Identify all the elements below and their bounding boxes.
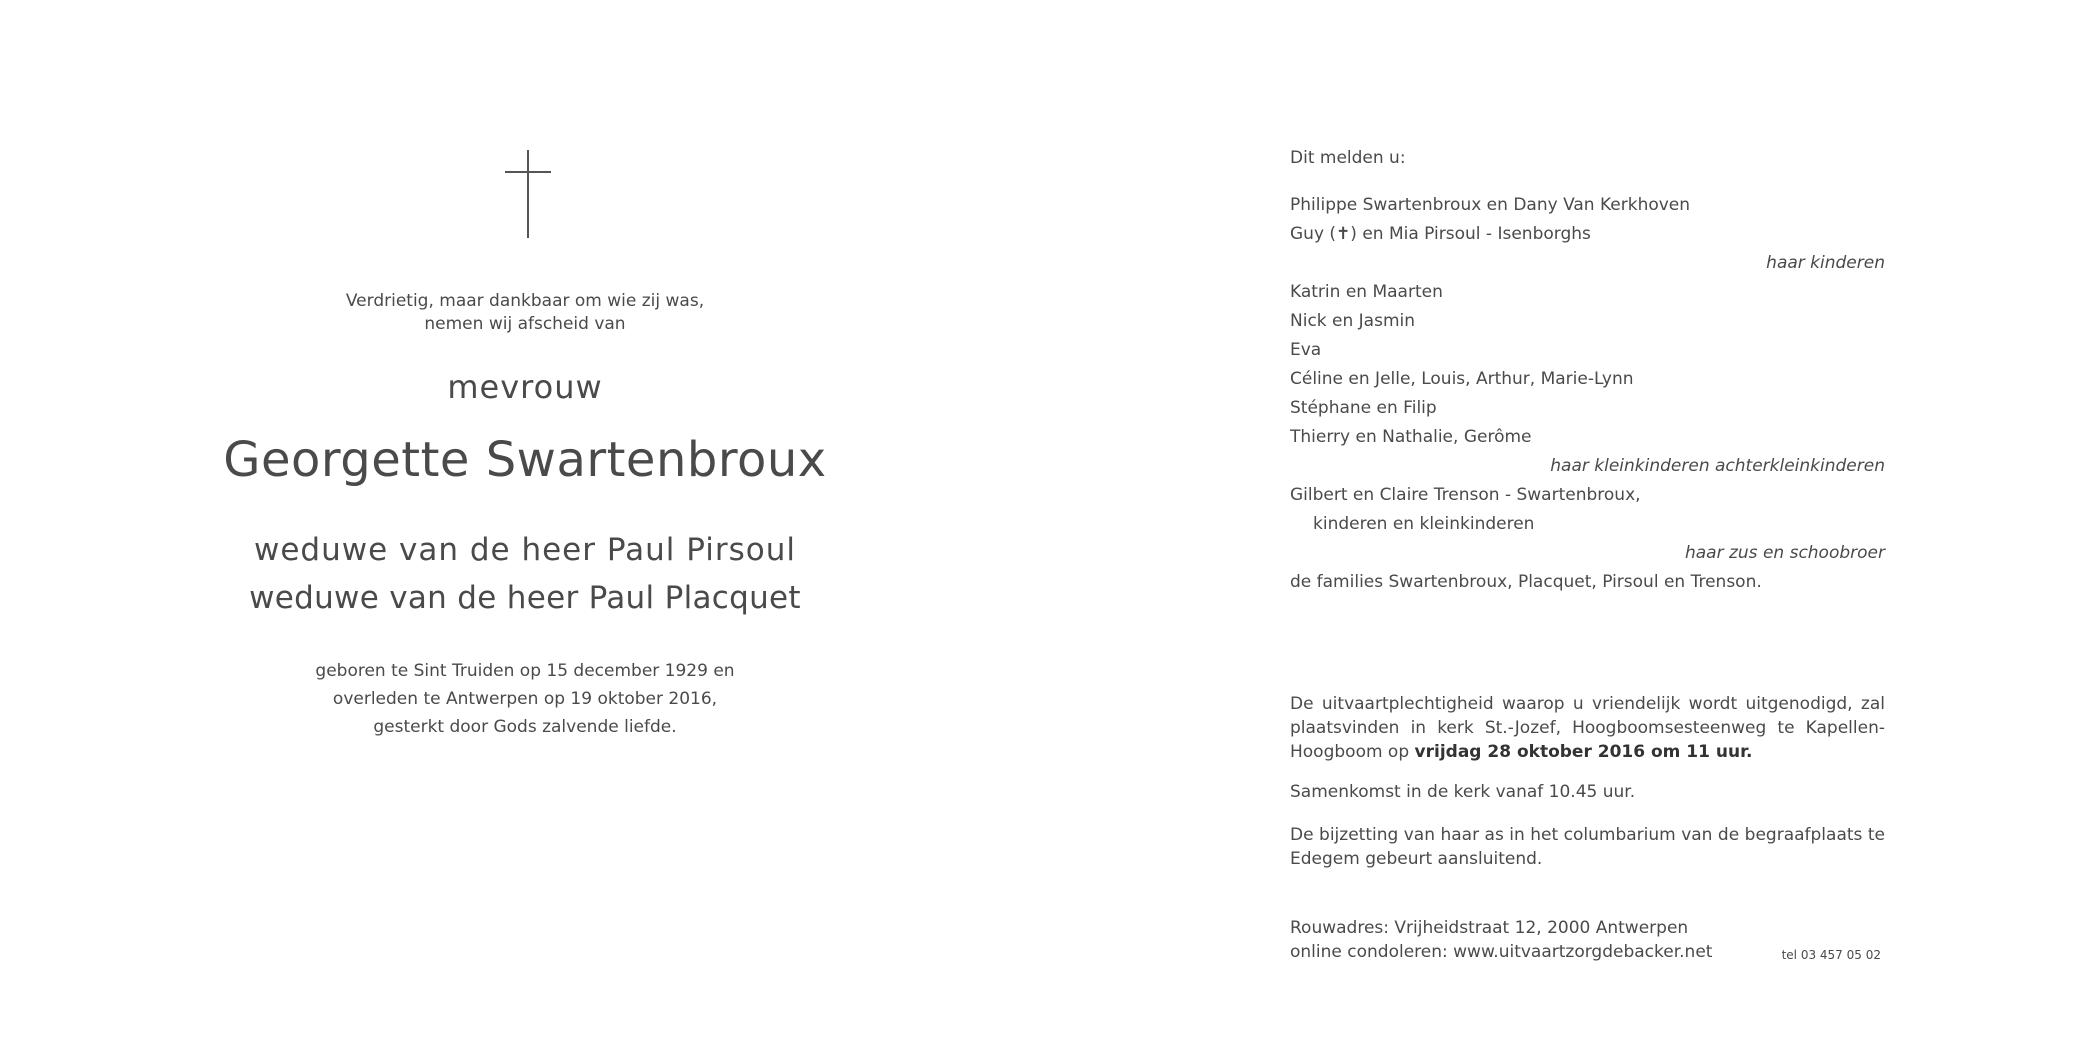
- grandchild-line: Katrin en Maarten: [1290, 282, 1443, 302]
- intro-text: [0, 290, 1050, 336]
- children-label: haar kinderen: [1766, 253, 1885, 273]
- funeral-date: vrijdag 28 oktober 2016 om 11 uur.: [1414, 742, 1753, 762]
- grandchild-line: Céline en Jelle, Louis, Arthur, Marie-Lynn: [1290, 369, 1634, 389]
- announcement-heading: Dit melden u:: [1290, 148, 1406, 168]
- grandchildren-label: haar kleinkinderen achterkleinkinderen: [1550, 456, 1885, 476]
- born-line: geboren te Sint Truiden op 15 december 1929 en: [315, 661, 735, 681]
- child-line: Philippe Swartenbroux en Dany Van Kerkhoven: [1290, 195, 1691, 215]
- widow-line-2: weduwe van de heer Paul Placquet: [249, 580, 801, 616]
- funeral-text: De uitvaartplechtigheid waarop u vriendelijk wordt uitgenodigd, zal plaatsvinden in kerk St.-Jozef, Hoogboomsesteenweg te Kapellen-Hoogboom op: [1290, 694, 1885, 762]
- died-line: overleden te Antwerpen op 19 oktober 2016,: [332, 689, 718, 709]
- widow-line-1: weduwe van de heer Paul Pirsoul: [253, 532, 797, 568]
- blessing-line: gesterkt door Gods zalvende liefde.: [373, 717, 677, 737]
- intro-line-2: nemen wij afscheid van: [424, 314, 626, 334]
- address-line: Rouwadres: Vrijheidstraat 12, 2000 Antwerpen: [1290, 918, 1689, 938]
- life-dates: [0, 657, 1050, 741]
- grandchild-line: Stéphane en Filip: [1290, 398, 1437, 418]
- sibling-label: haar zus en schoobroer: [1684, 543, 1885, 563]
- cross-icon: [505, 150, 551, 238]
- burial-paragraph: De bijzetting van haar as in het columbarium van de begraafplaats te Edegem gebeurt aansluitend.: [1290, 825, 1885, 869]
- grandchild-line: Thierry en Nathalie, Gerôme: [1290, 427, 1532, 447]
- funeral-paragraph: [1290, 692, 1885, 764]
- honorific: mevrouw: [447, 368, 603, 406]
- online-condolences: online condoleren: www.uitvaartzorgdebacker.net: [1290, 942, 1713, 962]
- grandchild-line: Nick en Jasmin: [1290, 311, 1416, 331]
- child-line: Guy (✝) en Mia Pirsoul - Isenborghs: [1290, 224, 1591, 244]
- intro-line-1: Verdrietig, maar dankbaar om wie zij was,: [345, 291, 705, 311]
- phone-number: tel 03 457 05 02: [1781, 948, 1881, 962]
- families-line: de families Swartenbroux, Placquet, Pirsoul en Trenson.: [1290, 572, 1762, 592]
- gathering-line: Samenkomst in de kerk vanaf 10.45 uur.: [1290, 782, 1636, 802]
- deceased-name: Georgette Swartenbroux: [223, 432, 827, 488]
- grandchild-line: Eva: [1290, 340, 1322, 360]
- sibling-line: Gilbert en Claire Trenson - Swartenbroux,: [1290, 485, 1641, 505]
- sibling-family-line: kinderen en kleinkinderen: [1313, 514, 1535, 534]
